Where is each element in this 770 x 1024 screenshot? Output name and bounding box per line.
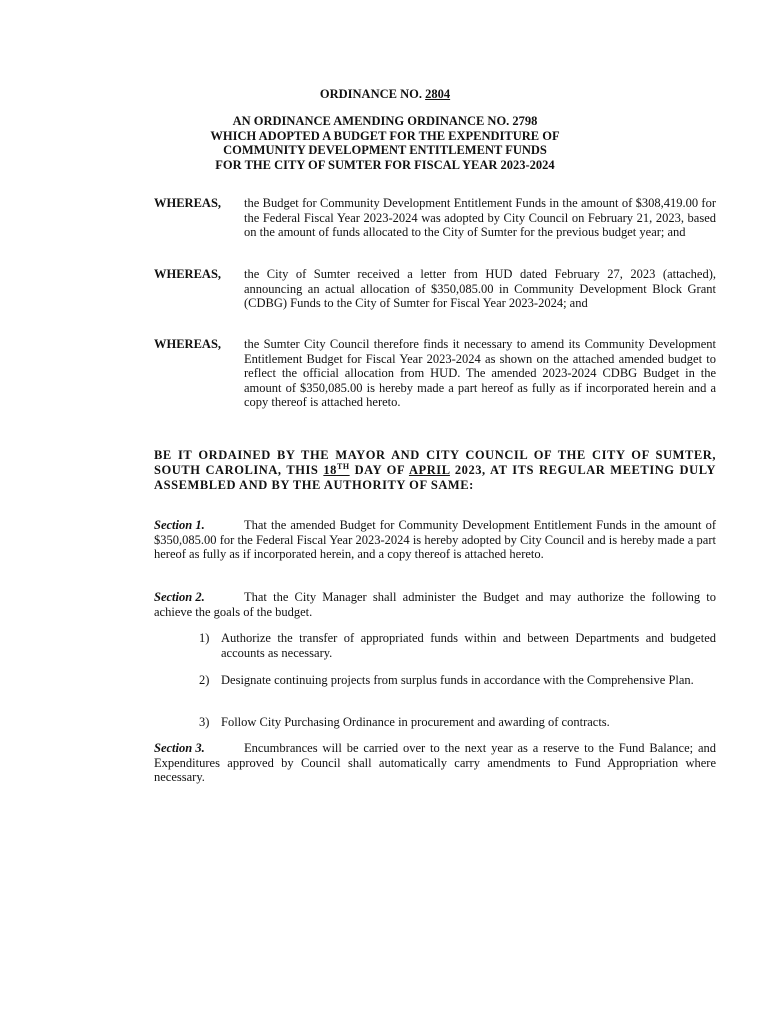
list-item-number: 3) — [199, 715, 210, 729]
list-item — [199, 715, 716, 730]
heading-line: COMMUNITY DEVELOPMENT ENTITLEMENT FUNDS — [223, 143, 547, 157]
heading-line: WHICH ADOPTED A BUDGET FOR THE EXPENDITURE OF — [210, 128, 560, 143]
ordain-month: APRIL — [408, 462, 450, 477]
section-label: Section 3. — [154, 741, 205, 755]
list-item-number: 2) — [199, 673, 210, 687]
whereas-label: WHEREAS, — [154, 196, 222, 210]
whereas-text: the City of Sumter received a letter from HUD dated February 27, 2023 (attached), announcing an actual allocation of $350,085.00 in Community Development Block Grant (CDBG) Funds to the City of Sumter for Fiscal Year 2023-2024; and — [244, 267, 716, 311]
list-item-number: 1) — [199, 631, 210, 645]
ordain-day-suffix: TH — [336, 461, 350, 471]
section-text: That the City Manager shall administer the Budget and may authorize the following to achieve the goals of the budget. — [154, 590, 716, 619]
heading-line: AN ORDINANCE AMENDING ORDINANCE NO. 2798 — [232, 114, 538, 128]
whereas-text: the Budget for Community Development Entitlement Funds in the amount of $308,419.00 for the Federal Fiscal Year 2023-2024 was adopted by City Council on February 21, 2023, based on the amount of funds allocated to the City of Sumter for the previous budget year; and — [244, 196, 716, 240]
section-text: That the amended Budget for Community Development Entitlement Funds in the amount of $350,085.00 for the Federal Fiscal Year 2023-2024 is hereby adopted by City Council and is hereby made a part hereof as fully as if incorporated herein, and a copy thereof is attached hereto. — [154, 518, 716, 562]
whereas-label: WHEREAS, — [154, 267, 222, 281]
ordinance-number: 2804 — [425, 87, 451, 101]
whereas-label: WHEREAS, — [154, 337, 222, 351]
list-item-text: Follow City Purchasing Ordinance in procurement and awarding of contracts. — [221, 715, 610, 729]
ordain-text: 2023, AT ITS REGULAR MEETING DULY ASSEMBLED AND BY THE AUTHORITY OF SAME: — [154, 462, 717, 492]
whereas-clause-1 — [154, 196, 716, 240]
ordinance-title — [0, 87, 770, 102]
list-item — [199, 631, 716, 660]
ordain-day: 18TH — [323, 461, 350, 477]
ordain-text: BE IT ORDAINED BY THE MAYOR AND CITY COUNCIL OF THE CITY OF SUMTER, SOUTH CAROLINA, THIS — [154, 448, 716, 477]
section-label: Section 2. — [154, 590, 205, 604]
whereas-clause-2 — [154, 267, 716, 311]
heading-line: FOR THE CITY OF SUMTER FOR FISCAL YEAR 2023-2024 — [215, 157, 555, 172]
whereas-text: the Sumter City Council therefore finds it necessary to amend its Community Development Entitlement Budget for Fiscal Year 2023-2024 as shown on the attached amended budget to reflect the official allocation from HUD. The amended 2023-2024 CDBG Budget in the amount of $350,085.00 is hereby made a part hereof as fully as if incorporated herein and a copy thereof is attached hereto. — [244, 337, 716, 410]
section-1 — [154, 518, 716, 562]
ordain-text: DAY OF — [349, 462, 409, 477]
section-3 — [154, 741, 716, 785]
section-label: Section 1. — [154, 518, 205, 532]
whereas-clause-3 — [154, 337, 716, 410]
ordinance-label: ORDINANCE NO. — [319, 87, 426, 101]
ordinance-heading — [0, 114, 770, 172]
list-item-text: Authorize the transfer of appropriated funds within and between Departments and budgeted accounts as necessary. — [221, 631, 716, 660]
ordaining-clause — [154, 448, 716, 492]
section-text: Encumbrances will be carried over to the next year as a reserve to the Fund Balance; and Expenditures approved by Council shall automatically carry amendments to Fund Appropriation where necessary. — [154, 741, 716, 785]
list-item-text: Designate continuing projects from surplus funds in accordance with the Comprehensive Plan. — [221, 673, 694, 687]
list-item — [199, 673, 716, 688]
section-2 — [154, 590, 716, 619]
